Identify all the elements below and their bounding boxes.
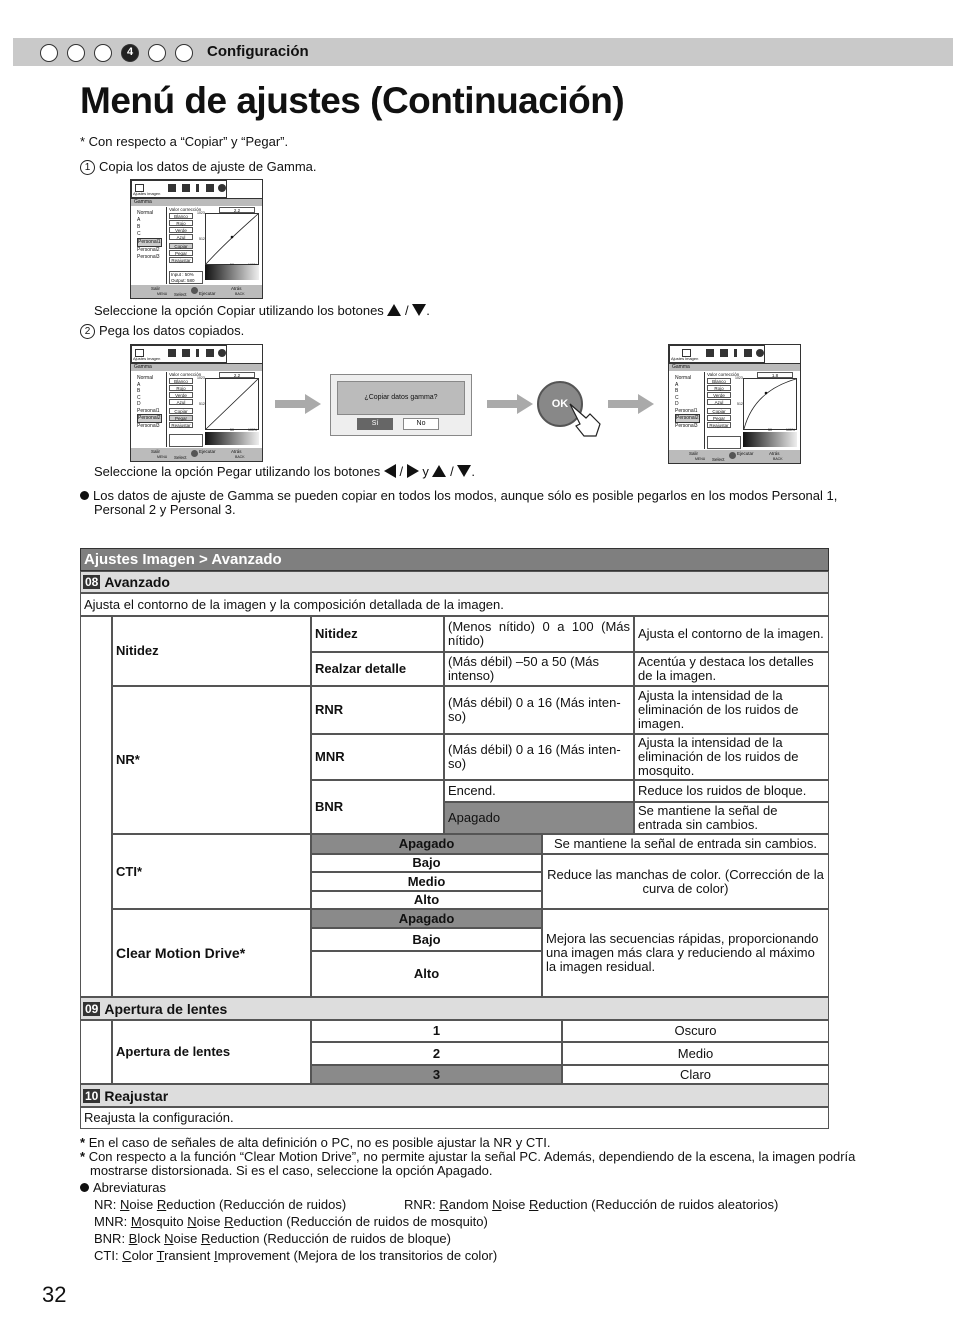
input-tab-icon xyxy=(720,349,728,357)
mode-item[interactable]: D xyxy=(675,401,679,407)
copiar-button[interactable]: Copiar xyxy=(707,408,731,414)
mode-item[interactable]: A xyxy=(137,217,141,223)
azul-button[interactable]: Azul xyxy=(169,234,193,240)
mode-item[interactable]: Personal1 xyxy=(675,407,698,414)
cti-label: CTI* xyxy=(112,834,311,909)
cti-high-option: Alto xyxy=(311,891,542,909)
footnote-nr-cti: * En el caso de señales de alta definición o PC, no es posible ajustar la NR y CTI. xyxy=(80,1135,551,1150)
gradient-bar xyxy=(743,432,797,447)
pointing-hand-icon xyxy=(566,400,606,440)
section-10-badge: 10 xyxy=(85,1088,99,1103)
mode-item[interactable]: A xyxy=(137,381,141,388)
pegar-button[interactable]: Pegar xyxy=(169,250,193,256)
chapter-dot-1 xyxy=(40,44,58,62)
apertura-value-3: 3 xyxy=(311,1065,562,1084)
gamma-curve-graph xyxy=(205,378,259,430)
settings-tab-icon xyxy=(168,349,176,357)
gamma-menu-screenshot-2: Ajustes imagen Gamma Normal A B C D Personal1 Personal2 Personal3 Valor corrección 2.2 Blanco Rojo Verde Azul Copiar Pegar Reajustar 1023 512 50 100% Salir MENU Select Ejecutar Atrás BACK xyxy=(130,344,263,462)
chapter-dot-2 xyxy=(67,44,85,62)
gamma-curve-graph xyxy=(205,213,259,265)
mode-item[interactable]: Normal xyxy=(137,210,154,216)
cti-description: Reduce las manchas de color. (Corrección de la curva de color) xyxy=(542,854,829,909)
abbreviations-title: Abreviaturas xyxy=(80,1181,166,1195)
mnr-range: (Más débil) 0 a 16 (Más inten-so) xyxy=(444,734,634,780)
flow-arrow-icon xyxy=(487,394,533,414)
info-tab-icon xyxy=(206,184,214,192)
value-label: Valor corrección xyxy=(169,207,202,212)
bnr-off-option: Apagado xyxy=(444,802,634,834)
mode-item[interactable]: Personal3 xyxy=(137,422,160,429)
menu-buttons xyxy=(169,213,193,264)
step-2 xyxy=(80,323,244,339)
page-number: 32 xyxy=(42,1282,67,1307)
nitidez-group-label: Nitidez xyxy=(112,616,311,686)
step-2-text: Pega los datos copiados. xyxy=(99,323,245,338)
gamma-menu-screenshot-1: Ajustes imagen Gamma Normal A B C Personal1 Personal2 Personal3 Valor corrección 2.2 Blanco Rojo Verde Azul Copiar Pegar Reajustar Input : 50% Output: 580 1023 512 Salir MENU Select Ejecutar Atrás BACK xyxy=(130,179,263,299)
abbr-rnr: RNR: Random Noise Reduction (Reducción de ruidos aleatorios) xyxy=(404,1197,779,1212)
settings-tab-icon xyxy=(168,184,176,192)
gradient-bar xyxy=(205,265,259,280)
dialog-question: ¿Copiar datos gamma? xyxy=(364,394,438,401)
cmd-description: Mejora las secuencias rápidas, proporcionando una imagen más clara y reduciendo al máximo la imagen residual. xyxy=(542,909,829,997)
verde-button[interactable]: Verde xyxy=(169,392,193,398)
nr-group-label: NR* xyxy=(112,686,311,834)
realzar-detalle-range: (Más débil) –50 a 50 (Más intenso) xyxy=(444,652,634,686)
gamma-menu-screenshot-3: Ajustes imagen Gamma Normal A B C D Personal1 Personal2 Personal3 Valor corrección 1.8 Blanco Rojo Verde Azul Copiar Pegar Reajustar 1023 512 50 100% Salir MENU Select Ejecutar Atrás BACK xyxy=(668,344,801,464)
chapter-dot-5 xyxy=(148,44,166,62)
abbr-bnr: BNR: Block Noise Reduction (Reducción de ruidos de bloque) xyxy=(94,1231,451,1246)
gamma-curve xyxy=(206,379,258,429)
table-title: Ajustes Imagen > Avanzado xyxy=(80,548,829,571)
input-tab-icon xyxy=(182,349,190,357)
mode-item-selected[interactable]: Personal2 xyxy=(138,415,161,421)
menu-tab-caption: Ajustes imagen xyxy=(133,191,161,196)
abbr-nr: NR: Noise Reduction (Reducción de ruidos) xyxy=(94,1197,347,1212)
table-indent-cell xyxy=(80,1020,112,1084)
power-tab-icon xyxy=(218,184,226,192)
mode-item[interactable]: Normal xyxy=(675,375,692,381)
gamma-curve xyxy=(206,214,258,264)
dialog-yes-button[interactable]: Sí xyxy=(357,418,393,430)
mode-item[interactable]: B xyxy=(675,388,679,394)
reajustar-button[interactable]: Reajustar xyxy=(169,257,193,263)
cti-off-option: Apagado xyxy=(311,834,542,854)
gamma-curve xyxy=(744,379,796,429)
mode-item[interactable]: C xyxy=(675,394,679,401)
gamma-label: Gamma xyxy=(134,199,152,205)
dpad-icon xyxy=(729,452,736,459)
apertura-desc-2: Medio xyxy=(562,1042,829,1065)
gradient-bar xyxy=(205,432,259,445)
cti-off-description: Se mantiene la señal de entrada sin cambios. xyxy=(542,834,829,854)
dpad-icon xyxy=(191,450,198,457)
chapter-dot-6 xyxy=(175,44,193,62)
mnr-name: MNR xyxy=(311,734,444,780)
bnr-on-option: Encend. xyxy=(444,780,634,802)
section-08-header: 08 Avanzado xyxy=(80,571,829,593)
blanco-button[interactable]: Blanco xyxy=(169,378,193,384)
power-tab-icon xyxy=(218,349,226,357)
io-readout-empty xyxy=(707,436,741,449)
mode-item[interactable]: Personal2 xyxy=(137,247,160,253)
mode-item[interactable]: Personal3 xyxy=(675,422,698,429)
section-09-badge: 09 xyxy=(85,1001,99,1016)
bullet-icon xyxy=(80,1183,89,1192)
copiar-button[interactable]: Copiar xyxy=(169,408,193,414)
step-2-number: 2 xyxy=(80,324,95,339)
apertura-desc-3: Claro xyxy=(562,1065,829,1084)
dpad-icon xyxy=(191,287,198,294)
info-tab-icon xyxy=(206,349,214,357)
bullet-icon xyxy=(80,491,89,500)
table-indent-cell xyxy=(80,616,112,997)
verde-button[interactable]: Verde xyxy=(707,392,731,398)
blanco-button[interactable]: Blanco xyxy=(707,378,731,384)
section-08-badge: 08 xyxy=(85,575,99,589)
mode-item-selected[interactable]: Personal1 xyxy=(138,239,161,245)
dialog-no-button[interactable]: No xyxy=(403,418,439,430)
apertura-desc-1: Oscuro xyxy=(562,1020,829,1042)
mode-list xyxy=(137,210,162,261)
step-1-text: Copia los datos de ajuste de Gamma. xyxy=(99,159,317,174)
io-readout-empty xyxy=(169,434,203,447)
copiar-button[interactable]: Copiar xyxy=(169,243,193,249)
cti-low-option: Bajo xyxy=(311,854,542,872)
section-08-description: Ajusta el contorno de la imagen y la composición detallada de la imagen. xyxy=(80,593,829,616)
settings-tab-icon xyxy=(706,349,714,357)
azul-button[interactable]: Azul xyxy=(707,399,731,405)
input-tab-icon xyxy=(182,184,190,192)
up-arrow-icon xyxy=(432,465,446,477)
mode-item[interactable]: B xyxy=(137,224,141,230)
cmd-off-option: Apagado xyxy=(311,909,542,928)
pegar-button[interactable]: Pegar xyxy=(707,415,731,421)
flow-arrow-icon xyxy=(275,394,321,414)
setup-tab-icon xyxy=(734,349,737,357)
power-tab-icon xyxy=(756,349,764,357)
io-readout: Input : 50% Output: 580 xyxy=(169,271,203,284)
right-arrow-icon xyxy=(407,464,419,478)
section-10-header: 10 Reajustar xyxy=(80,1084,829,1107)
mnr-description: Ajusta la intensidad de la eliminación de los ruidos de mosquito. xyxy=(634,734,829,780)
abbr-mnr: MNR: Mosquito Noise Reduction (Reducción de ruidos de mosquito) xyxy=(94,1214,488,1229)
step-1-instruction: Seleccione la opción Copiar utilizando los botones / . xyxy=(94,303,430,318)
footnote-clear-motion-drive: * Con respecto a la función “Clear Motion Drive”, no permite ajustar la señal PC. Además, dependiendo de la escena, la imagen podría mostrarse distorsionada. Si es el caso, seleccione la opción Apagado. xyxy=(80,1149,856,1178)
copy-gamma-dialog xyxy=(330,374,472,436)
rojo-button[interactable]: Rojo xyxy=(169,385,193,391)
mode-list xyxy=(675,375,700,429)
reajustar-button[interactable]: Reajustar xyxy=(169,422,193,428)
nitidez-range: (Menos nítido) 0 a 100 (Más nítido) xyxy=(444,616,634,652)
bnr-off-description: Se mantiene la señal de entrada sin cambios. xyxy=(634,802,829,834)
cmd-high-option: Alto xyxy=(311,951,542,997)
rojo-button[interactable]: Rojo xyxy=(169,220,193,226)
step-1-number: 1 xyxy=(80,160,95,175)
down-arrow-icon xyxy=(412,304,426,316)
abbr-cti: CTI: Color Transient Improvement (Mejora de los transitorios de color) xyxy=(94,1248,498,1263)
mode-item[interactable]: A xyxy=(675,381,679,388)
mode-item[interactable]: Personal3 xyxy=(137,254,160,260)
mode-item[interactable]: B xyxy=(137,388,141,394)
gamma-curve-graph xyxy=(743,378,797,430)
rnr-range: (Más débil) 0 a 16 (Más inten-so) xyxy=(444,686,634,734)
mode-item-selected[interactable]: Personal2 xyxy=(676,415,699,421)
azul-button[interactable]: Azul xyxy=(169,399,193,405)
left-arrow-icon xyxy=(384,464,396,478)
verde-button[interactable]: Verde xyxy=(169,227,193,233)
nitidez-name: Nitidez xyxy=(311,616,444,652)
mode-item[interactable]: C xyxy=(137,394,141,401)
mode-list xyxy=(137,375,162,429)
section-10-description: Reajusta la configuración. xyxy=(80,1107,829,1129)
page-title: Menú de ajustes (Continuación) xyxy=(80,80,625,121)
up-arrow-icon xyxy=(387,304,401,316)
realzar-detalle-name: Realzar detalle xyxy=(311,652,444,686)
pegar-button[interactable]: Pegar xyxy=(169,415,193,421)
bnr-on-description: Reduce los ruidos de bloque. xyxy=(634,780,829,802)
value-field[interactable]: 2.2 xyxy=(219,207,255,213)
realzar-detalle-description: Acentúa y destaca los detalles de la imagen. xyxy=(634,652,829,686)
mode-item[interactable]: Personal1 xyxy=(137,407,160,414)
bnr-name: BNR xyxy=(311,780,444,834)
setup-tab-icon xyxy=(196,349,199,357)
apertura-value-1: 1 xyxy=(311,1020,562,1042)
cti-mid-option: Medio xyxy=(311,872,542,891)
rnr-description: Ajusta la intensidad de la eliminación de los ruidos de imagen. xyxy=(634,686,829,734)
mode-item[interactable]: C xyxy=(137,231,141,237)
down-arrow-icon xyxy=(457,465,471,477)
info-tab-icon xyxy=(744,349,752,357)
rojo-button[interactable]: Rojo xyxy=(707,385,731,391)
flow-arrow-icon xyxy=(608,394,654,414)
section-09-header: 09 Apertura de lentes xyxy=(80,997,829,1020)
chapter-dot-3 xyxy=(94,44,112,62)
clear-motion-drive-label: Clear Motion Drive* xyxy=(112,909,311,997)
section-label: Configuración xyxy=(207,43,309,60)
step-2-instruction: Seleccione la opción Pegar utilizando los botones / y / . xyxy=(94,464,475,479)
nitidez-description: Ajusta el contorno de la imagen. xyxy=(634,616,829,652)
rnr-name: RNR xyxy=(311,686,444,734)
setup-tab-icon xyxy=(196,184,199,192)
ok-button-icon: OK xyxy=(537,381,583,427)
mode-item[interactable]: Normal xyxy=(137,375,154,381)
apertura-label: Apertura de lentes xyxy=(112,1020,311,1084)
step-1 xyxy=(80,159,317,175)
gamma-bullet-note: Los datos de ajuste de Gamma se pueden copiar en todos los modos, aunque sólo es posible pegarlos en los modos Personal 1, Personal 2 y Personal 3. xyxy=(80,489,840,517)
chapter-dot-active: 4 xyxy=(121,44,139,62)
mode-item[interactable]: D xyxy=(137,401,141,407)
apertura-value-2: 2 xyxy=(311,1042,562,1065)
menu-footer: Salir MENU Select Ejecutar Atrás BACK xyxy=(131,285,262,298)
blanco-button[interactable]: Blanco xyxy=(169,213,193,219)
cmd-low-option: Bajo xyxy=(311,928,542,951)
reajustar-button[interactable]: Reajustar xyxy=(707,422,731,428)
intro-note: * Con respecto a “Copiar” y “Pegar”. xyxy=(80,134,289,149)
